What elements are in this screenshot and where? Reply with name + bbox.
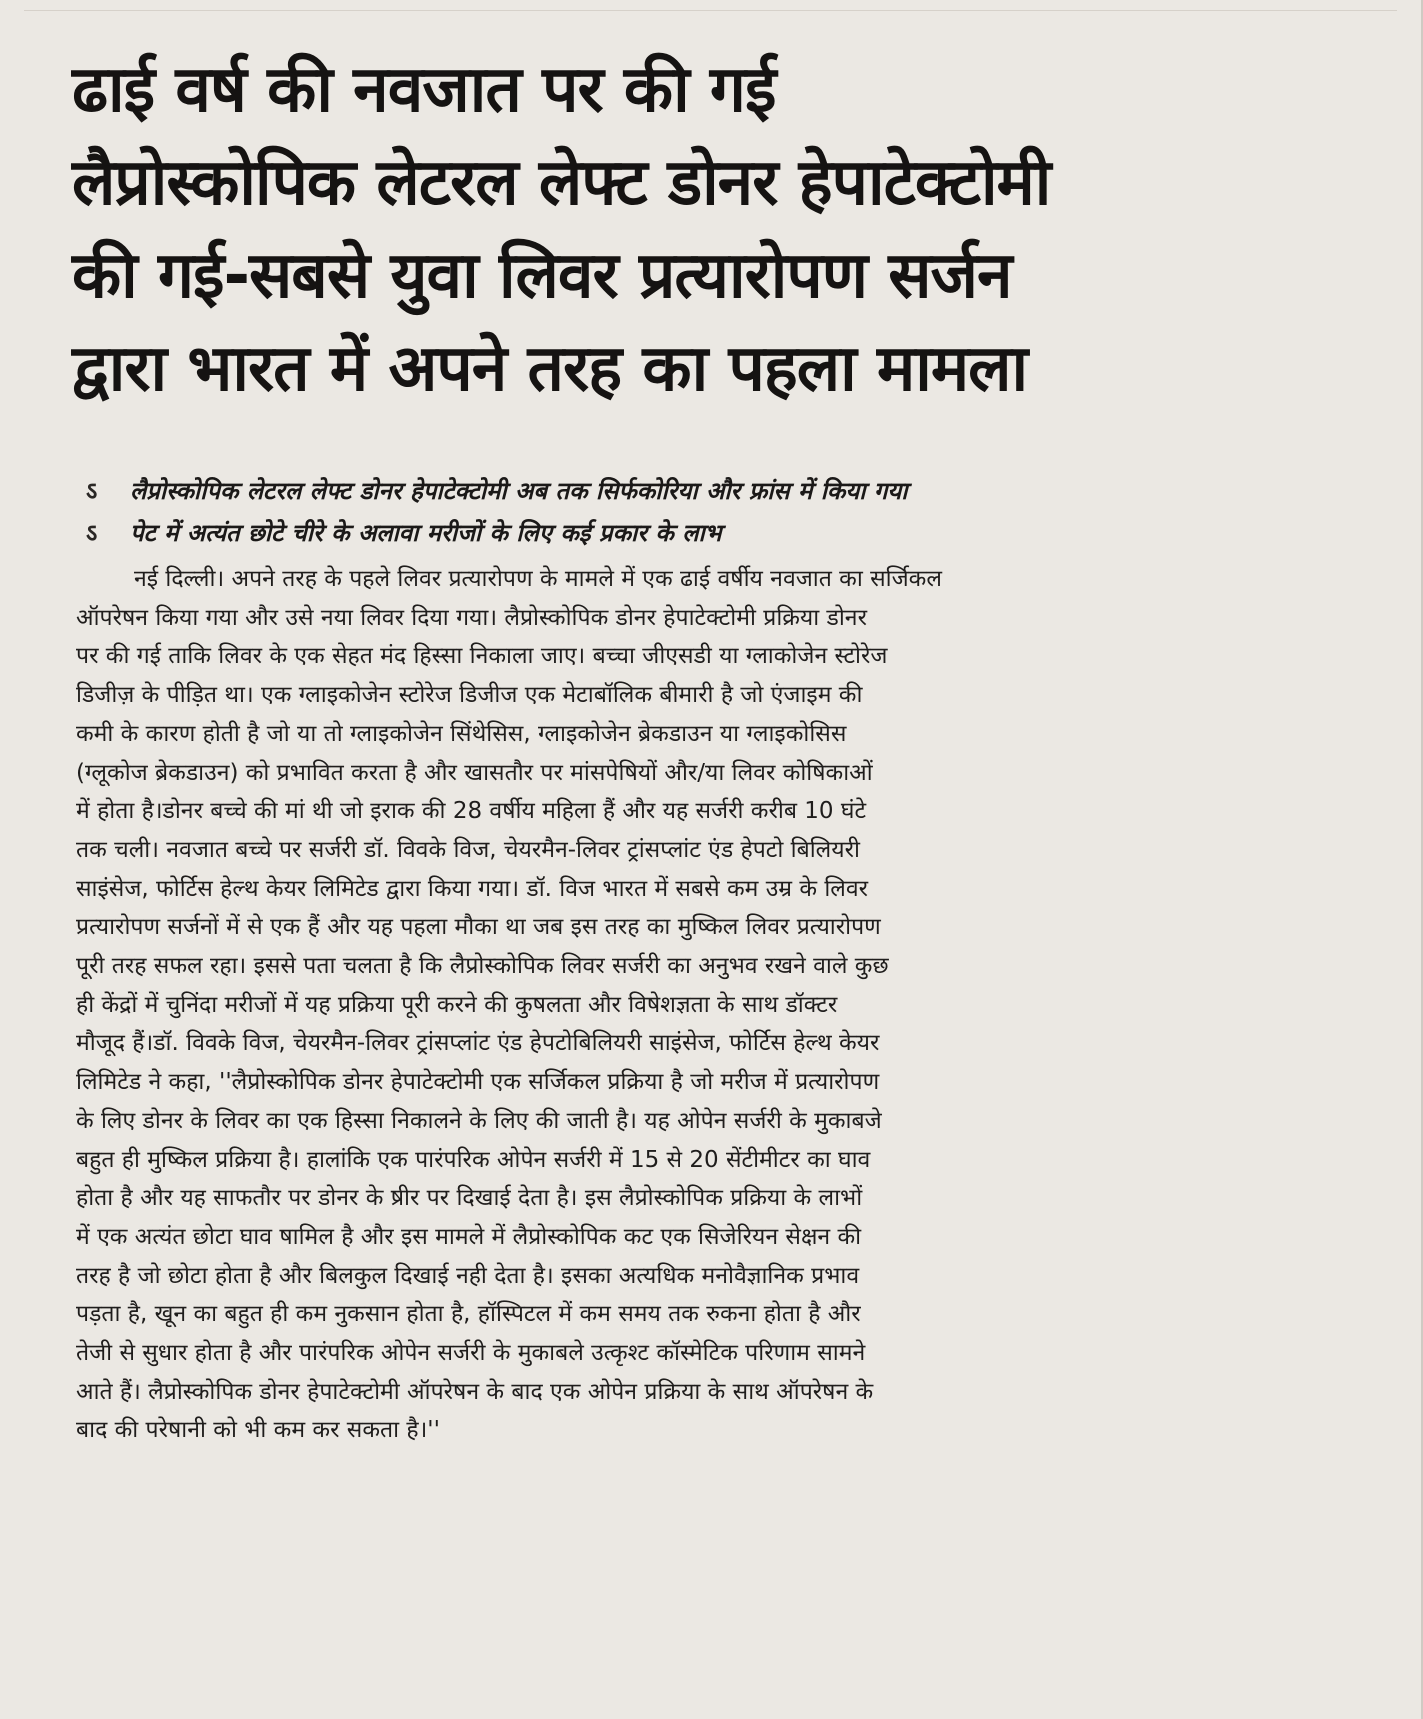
highlight-item	[86, 470, 1376, 512]
bullet-icon: ऽ	[86, 477, 98, 505]
body-line: बहुत ही मुष्किल प्रक्रिया है। हालांकि एक पारंपरिक ओपेन सर्जरी में 15 से 20 सेंटीमीटर का घाव	[76, 1146, 871, 1173]
top-rule	[24, 10, 1397, 17]
body-line: प्रत्यारोपण सर्जनों में से एक हैं और यह पहला मौका था जब इस तरह का मुष्किल लिवर प्रत्यारोपण	[76, 914, 881, 941]
body-line: नई दिल्ली। अपने तरह के पहले लिवर प्रत्यारोपण के मामले में एक ढाई वर्षीय नवजात का सर्जिकल	[134, 566, 942, 592]
article-body	[76, 560, 1366, 1450]
highlight-text: लैप्रोस्कोपिक लेटरल लेफ्ट डोनर हेपाटेक्टोमी अब तक सिर्फकोरिया और फ्रांस में किया गया	[130, 477, 908, 505]
headline-line: की गई-सबसे युवा लिवर प्रत्यारोपण सर्जन	[72, 239, 1012, 313]
body-line: ही केंद्रों में चुनिंदा मरीजों में यह प्रक्रिया पूरी करने की कुषलता और विषेशज्ञता के साथ डॉक्टर	[76, 991, 838, 1018]
highlight-text: पेट में अत्यंत छोटे चीरे के अलावा मरीजों के लिए कई प्रकार के लाभ	[130, 519, 722, 547]
body-line: पड़ता है, खून का बहुत ही कम नुकसान होता है, हॉस्पिटल में कम समय तक रुकना होता है और	[76, 1301, 861, 1328]
headline-line: द्वारा भारत में अपने तरह का पहला मामला	[72, 332, 1028, 406]
body-line: (ग्लूकोज ब्रेकडाउन) को प्रभावित करता है और खासतौर पर मांसपेषियों और/या लिवर कोषिकाओं	[76, 759, 873, 786]
body-line: बाद की परेषानी को भी कम कर सकता है।''	[76, 1417, 440, 1444]
body-line: में एक अत्यंत छोटा घाव षामिल है और इस मामले में लैप्रोस्कोपिक कट एक सिजेरियन सेक्षन की	[76, 1223, 862, 1250]
body-line: कमी के कारण होती है जो या तो ग्लाइकोजेन सिंथेसिस, ग्लाइकोजेन ब्रेकडाउन या ग्लाइकोसिस	[76, 720, 847, 747]
body-line: ऑपरेषन किया गया और उसे नया लिवर दिया गया। लैप्रोस्कोपिक डोनर हेपाटेक्टोमी प्रक्रिया डोनर	[76, 604, 867, 631]
body-line: तरह है जो छोटा होता है और बिलकुल दिखाई नही देता है। इसका अत्यधिक मनोवैज्ञानिक प्रभाव	[76, 1262, 860, 1289]
body-line: के लिए डोनर के लिवर का एक हिस्सा निकालने के लिए की जाती है। यह ओपेन सर्जरी के मुकाबजे	[76, 1107, 882, 1134]
body-line: आते हैं। लैप्रोस्कोपिक डोनर हेपाटेक्टोमी ऑपरेषन के बाद एक ओपेन प्रक्रिया के साथ ऑपरेषन के	[76, 1378, 874, 1405]
body-line: तक चली। नवजात बच्चे पर सर्जरी डॉ. विवके विज, चेयरमैन-लिवर ट्रांसप्लांट एंड हेपटो बिलियरी	[76, 836, 860, 863]
body-line: डिजीज़ के पीड़ित था। एक ग्लाइकोजेन स्टोरेज डिजीज एक मेटाबॉलिक बीमारी है जो एंजाइम की	[76, 682, 863, 709]
bullet-icon: ऽ	[86, 519, 98, 547]
body-line: तेजी से सुधार होता है और पारंपरिक ओपेन सर्जरी के मुकाबले उत्कृश्ट कॉस्मेटिक परिणाम सामने	[76, 1340, 866, 1367]
headline	[72, 44, 1372, 416]
body-line: पर की गई ताकि लिवर के एक सेहत मंद हिस्सा निकाला जाए। बच्चा जीएसडी या ग्लाकोजेन स्टोरेज	[76, 643, 888, 670]
body-line: में होता है।डोनर बच्चे की मां थी जो इराक की 28 वर्षीय महिला हैं और यह सर्जरी करीब 10 घंटे	[76, 798, 867, 825]
body-line: होता है और यह साफतौर पर डोनर के ष्रीर पर दिखाई देता है। इस लैप्रोस्कोपिक प्रक्रिया के लाभों	[76, 1185, 863, 1212]
body-line: साइंसेज, फोर्टिस हेल्थ केयर लिमिटेड द्वारा किया गया। डॉ. विज भारत में सबसे कम उम्र के लिवर	[76, 875, 869, 902]
body-line: मौजूद हैं।डॉ. विवके विज, चेयरमैन-लिवर ट्रांसप्लांट एंड हेपटोबिलियरी साइंसेज, फोर्टिस हेल्थ केयर	[76, 1030, 880, 1057]
body-line: लिमिटेड ने कहा, ''लैप्रोस्कोपिक डोनर हेपाटेक्टोमी एक सर्जिकल प्रक्रिया है जो मरीज में प्रत्यारोपण	[76, 1069, 880, 1096]
headline-line: ढाई वर्ष की नवजात पर की गई	[72, 53, 776, 127]
headline-line: लैप्रोस्कोपिक लेटरल लेफ्ट डोनर हेपाटेक्टोमी	[72, 146, 1051, 220]
highlights-list	[86, 470, 1376, 554]
highlight-item	[86, 512, 1376, 554]
body-line: पूरी तरह सफल रहा। इससे पता चलता है कि लैप्रोस्कोपिक लिवर सर्जरी का अनुभव रखने वाले कुछ	[76, 953, 889, 980]
